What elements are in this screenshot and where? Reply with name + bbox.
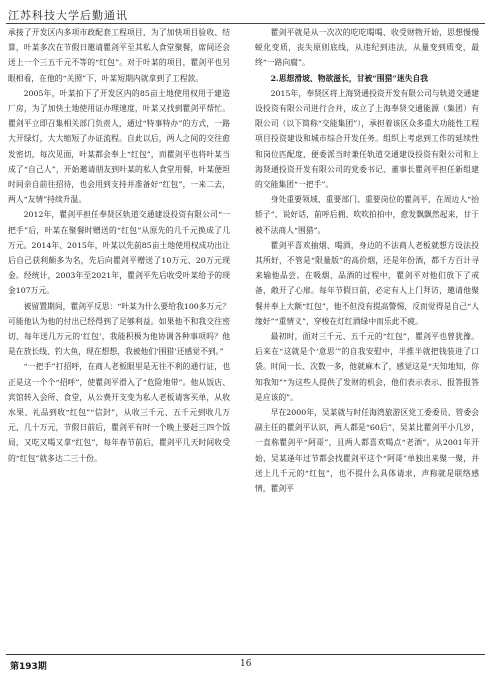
section-heading: 2.思想滑坡、物欲滋长，甘被“围猎”迷失自我 [270,73,429,83]
paragraph: 最初时，面对三千元、五千元的“红包”，瞿剑平也曾犹豫。后来在“这就是个‘意思’”的自我安慰中，半推半就把钱装进了口袋。时间一长、次数一多，他就麻木了，感觉这是“天知地知，你知我知”“为这些人提供了发财的机会，他们表示表示、报答报答是应该的”。 [255,332,479,402]
page-footer [6,654,485,675]
paragraph: 2012年，瞿剑平担任奉贤区轨道交通建设投资有限公司“一把手”后，叶某在聚餐时赠送的“红包”从原先的几千元换成了几万元。2014年、2015年，叶某以先前85亩土地使用权成功出让后自己获利颇多为名，先后向瞿剑平赠送了10万元、20万元现金。经统计，2003年至2021年，瞿剑平先后收受叶某给予的现金107万元。 [8,210,230,296]
paragraph: “一把手”打招呼，在商人老板眼里是无往不利的通行证，也正是这一个个“招呼”，使瞿剑平滑入了“危险地带”。他从饭店、宾馆转入会所、食堂，从公费开支变为私人老板请客买单，从收水果、礼品到收“红包”“信封”，从收三千元、五千元到收几万元、几十万元，节假日前后，瞿剑平有时一个晚上要赶三四个饭局，又吃又喝又拿“红包”，每年春节前后，瞿剑平几天时间收受的“红包”就多达二三十份。 [8,362,230,463]
paragraph: 瞿剑平喜欢抽烟、喝酒，身边的不法商人老板就想方设法投其所好，不管是“限量版”的高价烟，还是年份酒，都千方百计寻来输他品尝。在吸烟、品酒的过程中，瞿剑平对他们放下了戒备，敞开了心扉。每年节假日前，必定有人上门拜访，邀请他聚餐并奉上大额“红包”，他不但没有提高警惕，反而觉得是自己“人缘好”“重情义”，穿梭在灯红酒绿中而乐此不疲。 [255,240,479,326]
header-title: 江苏科技大学后勤通讯 [8,9,128,22]
left-column [8,25,230,651]
paragraph: 被留置期间，瞿剑平反思：“叶某为什么要给我100多万元？可能他认为他的付出已经得到了足够利益。如果他不和我交往密切、每年送几万元的‘红包’，我能积极为他协调各种事项吗？他是在放长线、钓大鱼，现在想想，我被他们‘围猎’还感觉不到。” [8,301,230,357]
page-number: 16 [240,659,252,669]
paragraph: 2015年，奉贤区将上海贤通投资开发有限公司与轨道交通建设投资有限公司进行合并，成立了上海奉贤交通能源（集团）有限公司（以下简称“交能集团”），承担着该区众多重大功能性工程项目投资建设和城市综合开发任务。组织上考虑到工作的延续性和岗位匹配度，便委派当时兼任轨道交通建设投资有限公司和上海贤通投资开发有限公司的党委书记、董事长瞿剑平担任新组建的交能集团“一把手”。 [255,88,479,190]
paragraph: 承接了开发区内多项市政配套工程项目，为了加快项目验收、结算，叶某多次在节假日邀请瞿剑平至其私人食堂聚餐，席间还会送上一个三五千元不等的“红包”。对于叶某的项目，瞿剑平也另眼相看，在他的“关照”下，叶某短期内就拿到了工程款。 [8,28,230,83]
page-header [6,6,485,24]
paragraph: 身处重要领域、重要部门、重要岗位的瞿剑平，在周边人“抬轿子”、说好话，前呼后拥、吹吹拍拍中，愈发飘飘然起来，甘于被不法商人“围猎”。 [255,195,479,235]
paragraph: 2005年，叶某拍下了开发区内的85亩土地使用权用于建造厂房，为了加快土地使用证办理速度，叶某又找到瞿剑平帮忙。瞿剑平立即召集相关部门负责人，通过“特事特办”的方式，一路大开绿灯，大大缩短了办证流程。自此以后，两人之间的交往愈发密切，每次见面，叶某都会奉上“红包”，而瞿剑平也将叶某当成了“自己人”，开始邀请朋友到叶某的私人食堂用餐，叶某便坦时间亲自前往招待，也会用到支持并准备好“红包”，一来二去，两人“友情”持续升温。 [8,88,230,205]
issue-number: 第193期 [10,662,47,672]
right-column [255,25,479,651]
paragraph: 早在2000年，吴某就与时任海湾旅游区党工委委员、管委会副主任的瞿剑平认识，两人都是“60后”，吴某比瞿剑平小几岁，一直称瞿剑平“阿哥”，且两人都喜欢喝点“老酒”。从2001年开始，吴某逢年过节都会找瞿剑平这个“阿哥”单独出来聚一聚，并送上几千元的“红包”，也不提什么具体请求，声称就是联络感情，瞿剑平 [255,408,479,494]
paragraph: 瞿剑平就是从一次次的吃吃喝喝、收受财物开始，思想慢慢蜕化变质，丧失原则底线，从违纪到违法，从量变到质变，最终“一路向腐”。 [255,28,479,68]
